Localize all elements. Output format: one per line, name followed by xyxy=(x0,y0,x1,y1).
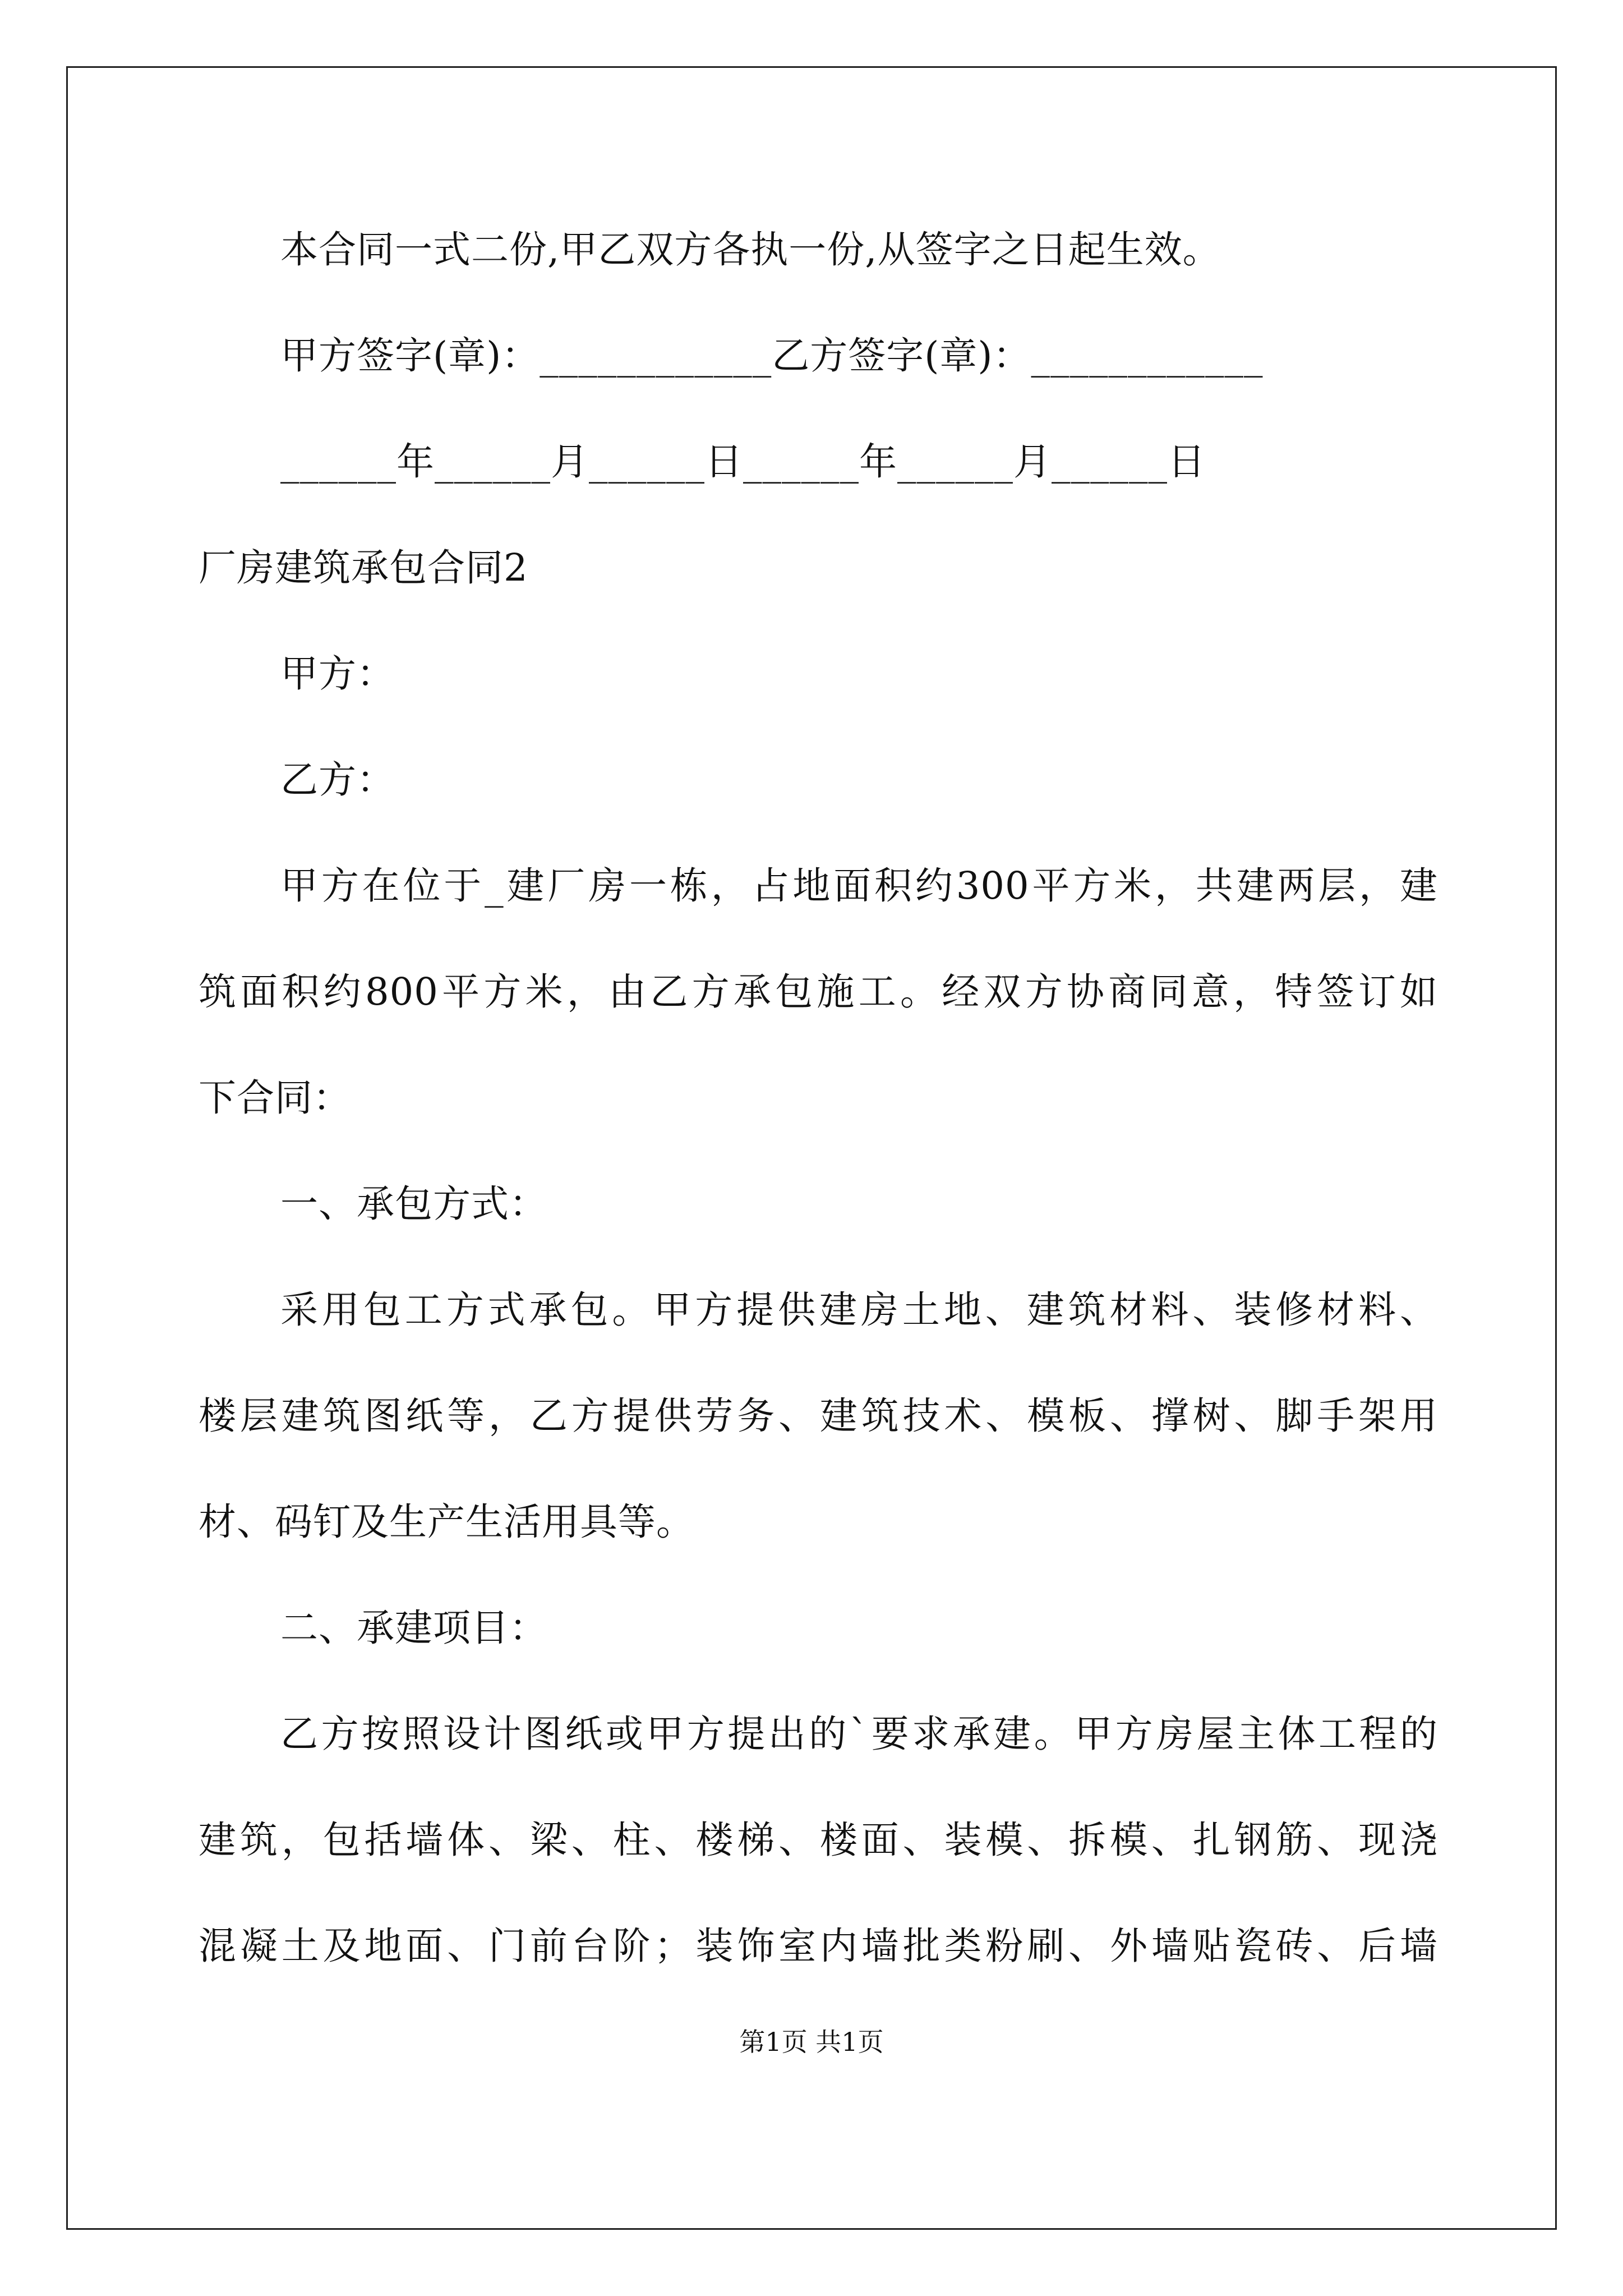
paragraph-line: 下合同： xyxy=(199,1076,351,1120)
contract-title: 厂房建筑承包合同2 xyxy=(199,546,528,590)
page-border xyxy=(66,66,1557,2230)
party-b-label: 乙方： xyxy=(280,758,395,802)
page-footer: 第1页 共1页 xyxy=(739,2027,884,2057)
section-heading: 二、承建项目： xyxy=(280,1606,547,1650)
paragraph-line: 乙方按照设计图纸或甲方提出的`要求承建。甲方房屋主体工程的 xyxy=(280,1712,1438,1756)
section-heading: 一、承包方式： xyxy=(280,1182,547,1226)
paragraph-line: 材、码钉及生产生活用具等。 xyxy=(199,1500,694,1544)
paragraph-line: 混凝土及地面、门前台阶；装饰室内墙批类粉刷、外墙贴瓷砖、后墙 xyxy=(199,1924,1438,1968)
party-a-label: 甲方： xyxy=(280,652,395,696)
paragraph-line: 筑面积约800平方米，由乙方承包施工。经双方协商同意，特签订如 xyxy=(199,970,1438,1014)
effective-clause: 本合同一式二份,甲乙双方各执一份,从签字之日起生效。 xyxy=(280,228,1221,272)
paragraph-line: 楼层建筑图纸等，乙方提供劳务、建筑技术、模板、撑树、脚手架用 xyxy=(199,1394,1438,1438)
paragraph-line: 建筑，包括墙体、梁、柱、楼梯、楼面、装模、拆模、扎钢筋、现浇 xyxy=(199,1818,1438,1862)
paragraph-line: 采用包工方式承包。甲方提供建房土地、建筑材料、装修材料、 xyxy=(280,1288,1438,1332)
date-line: ______年______月______日______年______月______日 xyxy=(280,440,1206,484)
paragraph-line: 甲方在位于_建厂房一栋，占地面积约300平方米，共建两层，建 xyxy=(280,864,1438,908)
signature-line: 甲方签字(章)：____________乙方签字(章)：____________ xyxy=(280,334,1264,378)
